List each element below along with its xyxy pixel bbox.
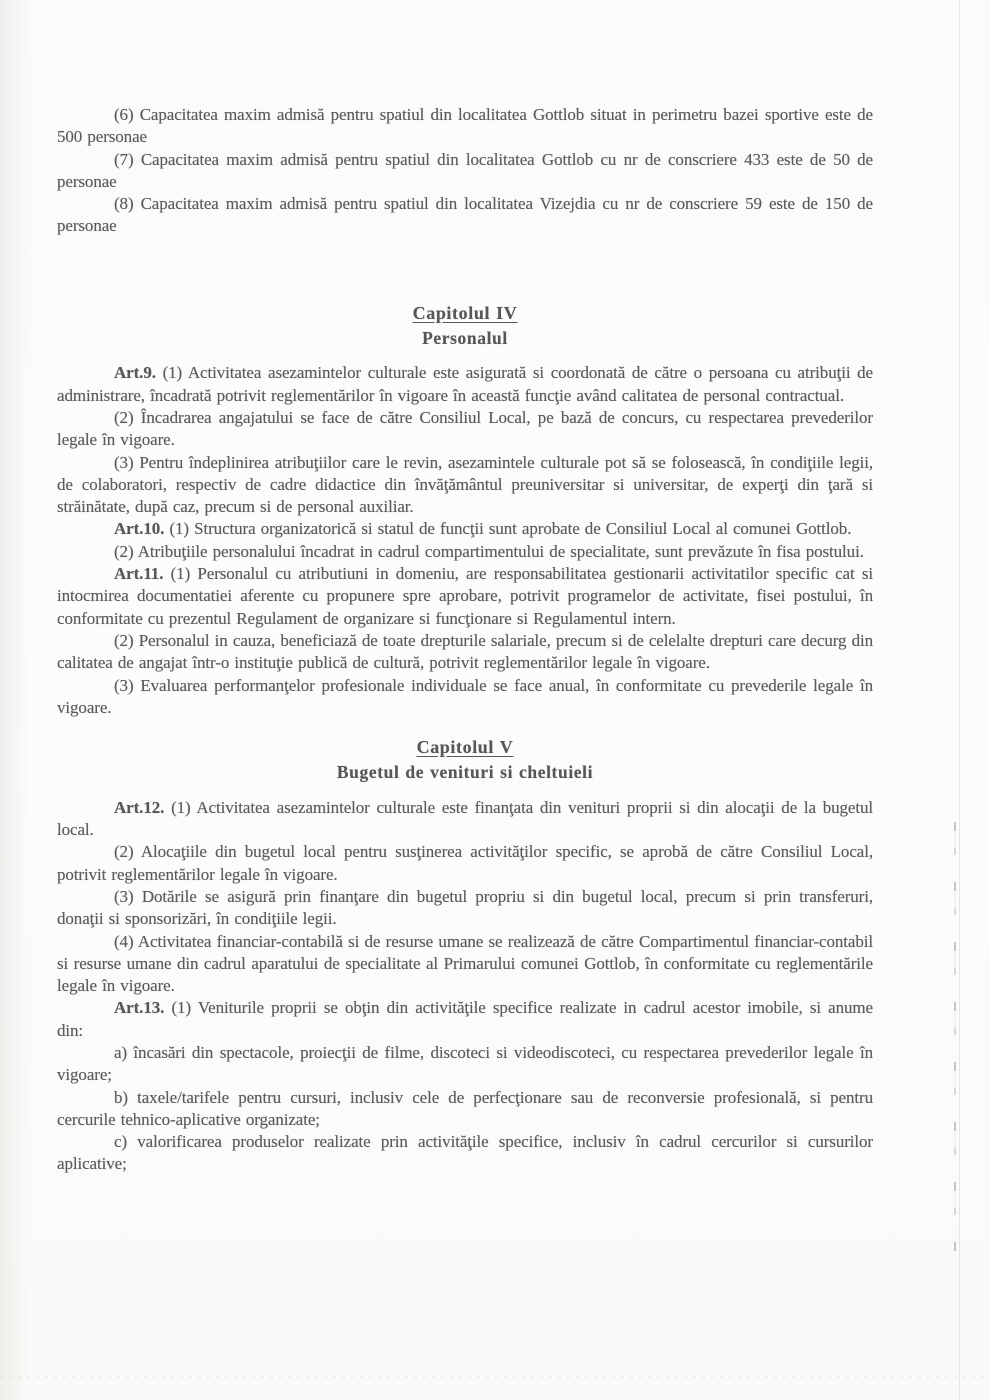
paragraph: (6) Capacitatea maxim admisă pentru spatiul din localitatea Gottlob situat in perimetru bazei sportive este de 500 personae	[57, 105, 873, 147]
paragraph: b) taxele/tarifele pentru cursuri, inclusiv cele de perfecţionare sau de reconversie profesională, si pentru cercurile tehnico-aplicative organizate;	[57, 1087, 873, 1129]
paragraph: c) valorificarea produselor realizate prin activităţile specifice, inclusiv în cadrul cercurilor si cursurilor aplicative;	[57, 1132, 873, 1174]
paragraph: a) încasări din spectacole, proiecţii de filme, discoteci si videodiscoteci, cu respectarea prevederilor legale în vigoare;	[57, 1042, 873, 1085]
chapter-heading	[57, 736, 873, 784]
paragraph: (3) Pentru îndeplinirea atribuţiilor care le revin, asezamintele culturale pot să se folosească, în condiţiile legii, de colaboratori, respectiv de cadre didactice din învăţământul preuniversitar si universitar, de experţi din ţară si străinătate, după caz, precum si de personal auxiliar.	[57, 452, 873, 517]
scan-left-edge-shadow	[0, 0, 32, 1400]
paragraph	[57, 362, 873, 407]
article-label: Art.12.	[114, 797, 165, 817]
chapter-title	[57, 736, 873, 759]
paragraph-text: (1) Activitatea asezamintelor culturale este finanţata din venituri proprii si din alocaţii de la bugetul local.	[57, 797, 874, 840]
paragraph: (3) Evaluarea performanţelor profesionale individuale se face anual, în conformitate cu prevederile legale în vigoare.	[57, 675, 873, 717]
article-label: Art.9.	[114, 363, 156, 383]
chapter-heading	[57, 302, 873, 350]
paragraph	[57, 797, 873, 842]
paragraph	[57, 997, 873, 1042]
scan-right-edge-line	[959, 0, 960, 1400]
paragraph-text: (1) Structura organizatorică si statul de funcţii sunt aprobate de Consiliul Local al comunei Gottlob.	[169, 519, 852, 539]
chapter-subtitle: Bugetul de venituri si cheltuieli	[336, 762, 594, 783]
paragraph-text: (1) Personalul cu atributiuni in domeniu, are responsabilitatea gestionarii activitatilor specific cat si intocmirea documentatiei aferente cu propunere spre aprobare, potrivit programelor de activitate, fisei postului, în conformitate cu prezentul Regulament de organizare si funcţionare si Regulamentul intern.	[57, 564, 873, 628]
scan-artifact-dashed-line	[954, 822, 956, 1252]
paragraph: (3) Dotările se asigură prin finanţare din bugetul propriu si din bugetul local, precum si prin transferuri, donaţii si sponsorizări, în condiţiile legii.	[57, 886, 873, 929]
chapter-title-text: Capitolul IV	[412, 302, 518, 323]
paragraph: (2) Atribuţiile personalului încadrat in cadrul compartimentului de specialitate, sunt prevăzute în fisa postului.	[114, 541, 864, 561]
article-label: Art.10.	[114, 519, 165, 539]
article-label: Art.13.	[114, 998, 165, 1018]
paragraph: (2) Personalul in cauza, beneficiază de toate drepturile salariale, precum si de celelalte drepturi care decurg din calitatea de angajat într-o instituţie publică de cultură, potrivit reglementărilor legale în vigoare.	[57, 630, 873, 673]
paragraph: (2) Alocaţiile din bugetul local pentru susţinerea activităţilor specific, se aprobă de către Consiliul Local, potrivit reglementărilor legale în vigoare.	[57, 842, 873, 884]
paragraph-text: (1) Activitatea asezamintelor culturale este asigurată si coordonată de către o persoana cu atribuţii de administrare, încadrată potrivit reglementărilor în vigoare în această funcţie având calitatea de personal contractual.	[57, 363, 873, 405]
chapter-title-text: Capitolul V	[416, 737, 514, 758]
document-body	[57, 104, 873, 1176]
paragraph-text: (1) Veniturile proprii se obţin din activităţile specifice realizate in cadrul acestor imobile, si anume din:	[57, 998, 873, 1040]
paragraph: (4) Activitatea financiar-contabilă si de resurse umane se realizează de către Compartimentul financiar-contabil si resurse umane din cadrul aparatului de specialitate al Primarului comunei Gottlob, în conformitate cu reglementările legale în vigoare.	[57, 931, 873, 996]
chapter-subtitle: Personalul	[422, 328, 508, 349]
paragraph: (7) Capacitatea maxim admisă pentru spatiul din localitatea Gottlob cu nr de conscriere 433 este de 50 de personae	[57, 149, 873, 191]
scan-bottom-noise	[0, 1376, 990, 1378]
article-label: Art.11.	[114, 564, 164, 584]
chapter-title	[57, 302, 873, 325]
paragraph	[57, 563, 873, 630]
paragraph	[57, 518, 873, 540]
paragraph: (8) Capacitatea maxim admisă pentru spatiul din localitatea Vizejdia cu nr de conscriere 59 este de 150 de personae	[57, 194, 873, 236]
paragraph: (2) Încadrarea angajatului se face de către Consiliul Local, pe bază de concurs, cu respectarea prevederilor legale în vigoare.	[57, 407, 873, 450]
